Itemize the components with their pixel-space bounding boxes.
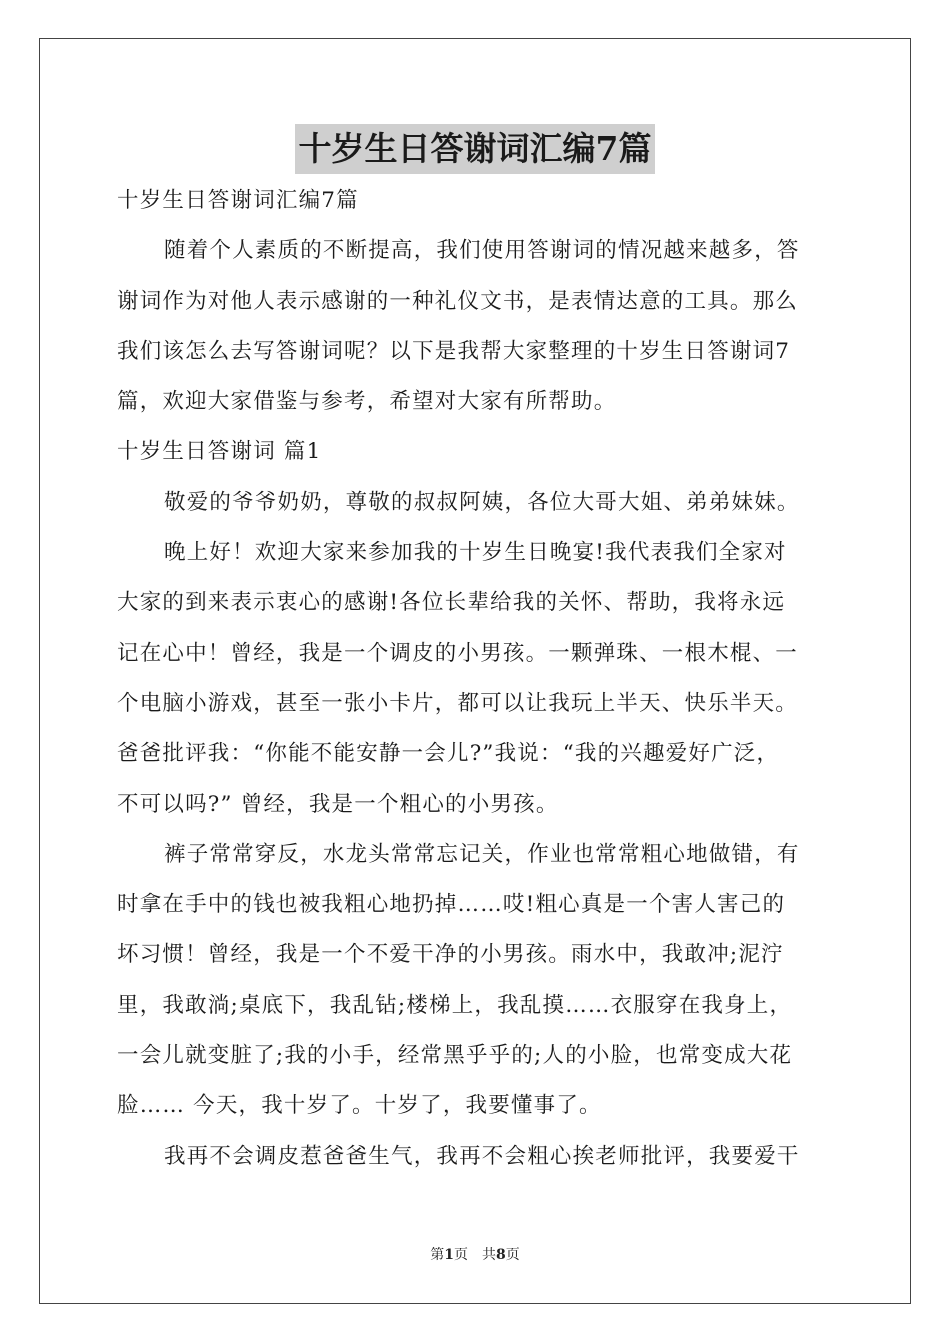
paragraph-line: 个电脑小游戏，甚至一张小卡片，都可以让我玩上半天、快乐半天。 [117,690,799,716]
paragraph-line: 我再不会调皮惹爸爸生气，我再不会粗心挨老师批评，我要爱干 [164,1143,800,1169]
title-container [0,124,950,174]
paragraph-line: 爸爸批评我：“你能不能安静一会儿?”我说：“我的兴趣爱好广泛， [117,741,780,767]
intro-line: 随着个人素质的不断提高，我们使用答谢词的情况越来越多，答 [164,238,800,264]
paragraph-line: 不可以吗?” 曾经，我是一个粗心的小男孩。 [117,791,559,817]
subtitle: 十岁生日答谢词汇编7篇 [117,188,359,213]
paragraph-line: 晚上好！欢迎大家来参加我的十岁生日晚宴!我代表我们全家对 [164,540,787,566]
footer-page-suffix: 页 [505,1247,520,1263]
intro-line: 谢词作为对他人表示感谢的一种礼仪文书，是表情达意的工具。那么 [117,288,799,314]
footer-page-prefix: 第 [430,1247,445,1263]
intro-line: 篇，欢迎大家借鉴与参考，希望对大家有所帮助。 [117,389,617,415]
footer-page-number: 1 [444,1247,454,1263]
paragraph-line: 脸…… 今天，我十岁了。十岁了，我要懂事了。 [117,1093,602,1119]
paragraph-line: 一会儿就变脏了;我的小手，经常黑乎乎的;人的小脸，也常变成大花 [117,1043,793,1069]
section-heading: 十岁生日答谢词 篇1 [117,439,322,465]
paragraph-line: 坏习惯！曾经，我是一个不爱干净的小男孩。雨水中，我敢冲;泥泞 [117,942,784,968]
document-body [117,176,847,1182]
page-footer [0,1244,950,1264]
intro-line: 我们该怎么去写答谢词呢？以下是我帮大家整理的十岁生日答谢词7 [117,338,791,364]
paragraph-line: 时拿在手中的钱也被我粗心地扔掉……哎!粗心真是一个害人害己的 [117,892,786,918]
greeting-line: 敬爱的爷爷奶奶，尊敬的叔叔阿姨，各位大哥大姐、弟弟妹妹。 [164,489,800,515]
document-title: 十岁生日答谢词汇编7篇 [295,124,656,174]
footer-page-mid: 页 共 [454,1247,496,1263]
footer-total-pages: 8 [496,1247,506,1263]
paragraph-line: 裤子常常穿反，水龙头常常忘记关，作业也常常粗心地做错，有 [164,841,800,867]
paragraph-line: 记在心中！曾经，我是一个调皮的小男孩。一颗弹珠、一根木棍、一 [117,640,799,666]
paragraph-line: 大家的到来表示衷心的感谢!各位长辈给我的关怀、帮助，我将永远 [117,590,786,616]
paragraph-line: 里，我敢淌;桌底下，我乱钻;楼梯上，我乱摸……衣服穿在我身上， [117,992,793,1018]
